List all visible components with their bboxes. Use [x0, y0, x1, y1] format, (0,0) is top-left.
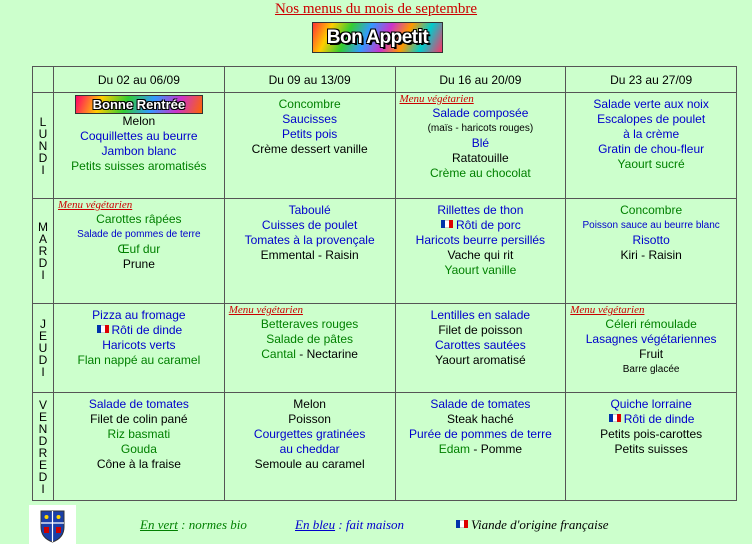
menu-item: Escalopes de poulet — [597, 112, 706, 126]
menu-item: Salade de pommes de terre — [77, 229, 201, 240]
menu-item: Haricots beurre persillés — [415, 233, 546, 247]
menu-item: Cône à la fraise — [96, 457, 181, 471]
french-flag-icon — [608, 413, 623, 424]
menu-item: Cuisses de poulet — [261, 218, 358, 232]
header-row — [33, 67, 737, 93]
menu-item: Edam - Pomme — [438, 442, 523, 456]
menu-cell — [566, 199, 737, 304]
menu-item: Yaourt vanille — [444, 263, 517, 277]
menu-item: Yaourt aromatisé — [435, 353, 526, 367]
menu-item: Concombre — [620, 203, 683, 217]
town-crest-logo — [29, 505, 76, 544]
menu-item: Haricots verts — [102, 338, 176, 352]
menu-item: Œuf dur — [117, 242, 161, 256]
day-row — [33, 199, 737, 304]
menu-item: Melon — [293, 397, 326, 411]
day-row — [33, 393, 737, 501]
menu-item: Semoule au caramel — [254, 457, 365, 471]
menu-item: Yaourt sucré — [617, 157, 685, 171]
menu-cell — [395, 93, 566, 199]
menu-item: Riz basmati — [107, 427, 171, 441]
legend-fait-maison: En bleu : fait maison — [295, 517, 405, 532]
day-label: MARDI — [33, 199, 54, 304]
menu-cell — [395, 393, 566, 501]
menu-item: Petits pois — [281, 127, 338, 141]
menu-item: Steak haché — [447, 412, 514, 426]
menu-cell — [395, 304, 566, 393]
menu-item: (maïs - haricots rouges) — [427, 123, 534, 134]
menu-item: à la crème — [623, 127, 680, 141]
page-title: Nos menus du mois de septembre — [274, 1, 478, 17]
menu-item: Blé — [471, 136, 490, 150]
menu-item: Salade de tomates — [430, 397, 531, 411]
menu-item: Carottes sautées — [435, 338, 526, 352]
french-flag-icon — [440, 219, 455, 230]
day-label: JEUDI — [33, 304, 54, 393]
menu-cell — [54, 304, 225, 393]
day-row — [33, 304, 737, 393]
menu-item: Ratatouille — [452, 151, 509, 165]
menu-item: Cantal - Nectarine — [261, 347, 358, 361]
menu-item: Vache qui rit — [447, 248, 514, 262]
menu-item: Poisson — [288, 412, 331, 426]
menu-item: Tomates à la provençale — [244, 233, 375, 247]
week-header: Du 02 au 06/09 — [54, 67, 225, 93]
menu-item: Jambon blanc — [101, 144, 177, 158]
menu-item: Pizza au fromage — [92, 308, 186, 322]
menu-item: Risotto — [632, 233, 670, 247]
menu-item: Rôti de dinde — [566, 412, 736, 427]
menu-item: Salade de tomates — [88, 397, 189, 411]
vegetarian-menu-label: Menu végétarien — [228, 304, 303, 316]
menu-cell — [566, 393, 737, 501]
menu-item: Rôti de dinde — [54, 323, 224, 338]
menu-item: Purée de pommes de terre — [409, 427, 552, 441]
menu-item: Prune — [122, 257, 155, 271]
menu-item: Céleri rémoulade — [605, 317, 697, 331]
menu-item: Crème au chocolat — [430, 166, 531, 180]
corner-cell — [33, 67, 54, 93]
menu-item: Concombre — [278, 97, 341, 111]
menu-item: Saucisses — [282, 112, 337, 126]
vegetarian-menu-label: Menu végétarien — [58, 199, 133, 211]
menu-item: Rôti de porc — [396, 218, 566, 233]
menu-item: Carottes râpées — [96, 212, 182, 226]
menu-cell — [566, 304, 737, 393]
day-row — [33, 93, 737, 199]
menu-item: Salade verte aux noix — [593, 97, 709, 111]
menu-cell — [224, 393, 395, 501]
menu-item: Crème dessert vanille — [251, 142, 368, 156]
menu-item: Lentilles en salade — [430, 308, 531, 322]
menu-item: Lasagnes végétariennes — [585, 332, 717, 346]
menu-cell — [395, 199, 566, 304]
legend-bio: En vert : normes bio — [140, 517, 247, 532]
menu-item: Petits suisses — [614, 442, 688, 456]
menu-cell — [224, 199, 395, 304]
menu-cell — [224, 304, 395, 393]
menu-item: Gratin de chou-fleur — [598, 142, 705, 156]
vegetarian-menu-label: Menu végétarien — [570, 304, 645, 316]
menu-item: Fruit — [639, 347, 664, 361]
menu-item: Filet de poisson — [438, 323, 523, 337]
menu-cell — [54, 199, 225, 304]
menu-item: Salade de pâtes — [266, 332, 353, 346]
vegetarian-menu-label: Menu végétarien — [399, 93, 474, 105]
menu-cell — [566, 93, 737, 199]
menu-item: Poisson sauce au beurre blanc — [582, 220, 720, 231]
menu-cell — [54, 393, 225, 501]
menu-item: Courgettes gratinées — [253, 427, 366, 441]
logo-text: Bon Appetit — [326, 26, 429, 48]
week-header: Du 09 au 13/09 — [224, 67, 395, 93]
menu-item: Taboulé — [288, 203, 331, 217]
french-flag-icon — [96, 324, 111, 335]
day-label: VENDREDI — [33, 393, 54, 501]
menu-item: Kiri - Raisin — [620, 248, 682, 262]
day-label: LUNDI — [33, 93, 54, 199]
menu-item: Petits pois-carottes — [600, 427, 703, 441]
french-flag-icon — [455, 519, 470, 530]
menu-item: Flan nappé au caramel — [77, 353, 201, 367]
menu-item: Gouda — [120, 442, 157, 456]
menu-item: Melon — [122, 114, 156, 128]
menu-item: Rillettes de thon — [437, 203, 524, 217]
menu-item: Quiche lorraine — [610, 397, 692, 411]
menu-item: au cheddar — [279, 442, 340, 456]
menu-cell — [224, 93, 395, 199]
menu-item: Petits suisses aromatisés — [71, 159, 207, 173]
menu-item: Betteraves rouges — [260, 317, 359, 331]
menu-table — [32, 66, 737, 501]
menu-item: Coquillettes au beurre — [80, 129, 198, 143]
bonne-rentree-banner: Bonne Rentrée — [75, 95, 203, 114]
bon-appetit-logo — [312, 22, 443, 53]
menu-item: Emmental - Raisin — [260, 248, 359, 262]
menu-item: Barre glacée — [622, 364, 680, 375]
menu-item: Salade composée — [432, 106, 529, 120]
week-header: Du 23 au 27/09 — [566, 67, 737, 93]
legend-viande-francaise: Viande d'origine française — [455, 517, 609, 533]
menu-item: Filet de colin pané — [90, 412, 188, 426]
menu-cell — [54, 93, 225, 199]
week-header: Du 16 au 20/09 — [395, 67, 566, 93]
